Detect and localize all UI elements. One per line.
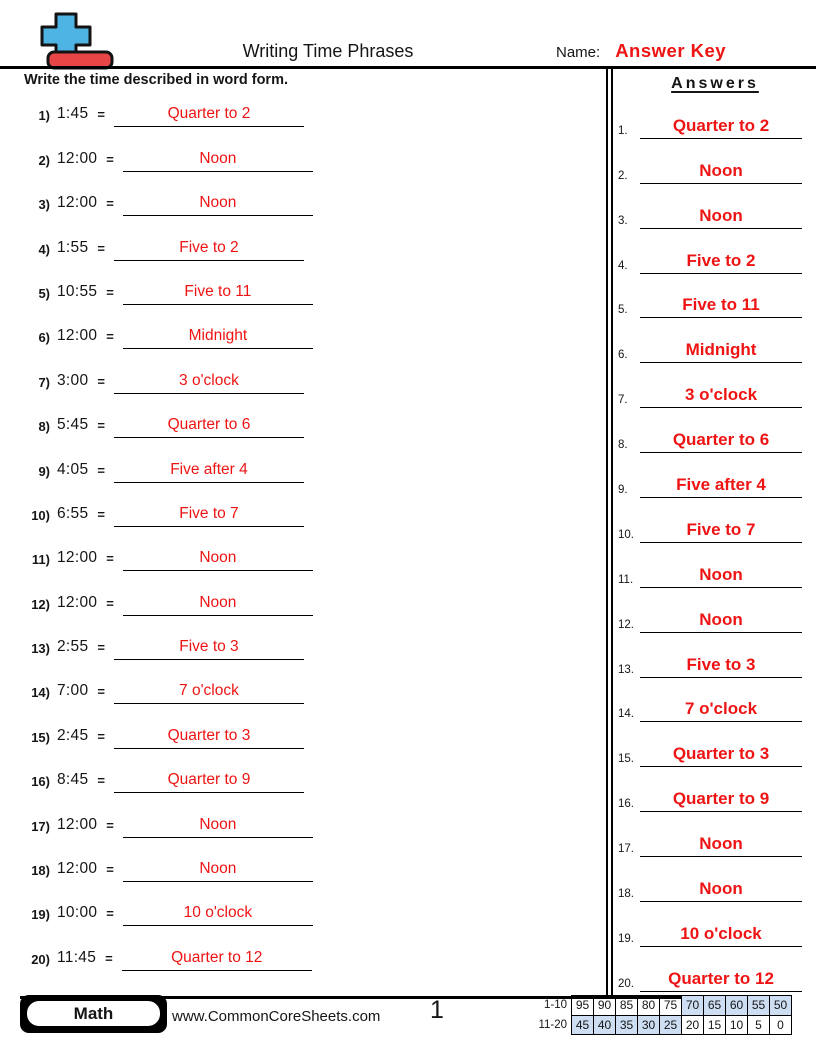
answer-line: Noon (640, 565, 802, 588)
score-cell: 15 (704, 1015, 726, 1035)
answer-row (614, 408, 816, 453)
problem-row (0, 140, 600, 184)
problem-number: 9) (38, 463, 50, 479)
equals-sign: = (106, 284, 114, 300)
answer-line: Five to 7 (640, 520, 802, 543)
problem-time: 12:00 (57, 149, 98, 167)
score-cell: 50 (770, 996, 792, 1016)
answer-key-label: Answer Key (615, 40, 727, 61)
problem-time: 2:45 (57, 726, 89, 744)
equals-sign: = (106, 595, 114, 611)
problem-row (0, 318, 600, 362)
problem-answer-line: Five to 11 (123, 283, 313, 305)
equals-sign: = (97, 506, 105, 522)
answer-line: Quarter to 9 (640, 789, 802, 812)
answer-number: 11. (618, 573, 634, 586)
score-range-label: 11-20 (538, 1018, 567, 1031)
problem-number: 6) (38, 330, 50, 346)
score-cell: 40 (594, 1015, 616, 1035)
problem-row (0, 584, 600, 628)
score-row (530, 1015, 792, 1035)
problem-answer-line: Five to 7 (114, 505, 304, 527)
score-cell: 25 (660, 1015, 682, 1035)
answer-line: Noon (640, 879, 802, 902)
problem-time: 10:55 (57, 282, 98, 300)
answer-number: 15. (618, 753, 634, 766)
problem-answer-line: Five to 3 (114, 638, 304, 660)
answer-number: 14. (618, 708, 634, 721)
problem-number: 15) (31, 729, 50, 745)
problem-number: 2) (38, 152, 50, 168)
equals-sign: = (97, 640, 105, 656)
score-cell: 30 (638, 1015, 660, 1035)
problem-time: 12:00 (57, 815, 98, 833)
answer-number: 19. (618, 932, 634, 945)
column-divider (606, 69, 613, 995)
answer-number: 6. (618, 349, 628, 362)
score-cell: 70 (682, 996, 704, 1016)
problem-row (0, 673, 600, 717)
problem-row (0, 629, 600, 673)
problem-number: 13) (31, 641, 50, 657)
answer-row (614, 722, 816, 767)
answer-row (614, 363, 816, 408)
answer-line: 7 o'clock (640, 699, 802, 722)
problem-number: 7) (38, 374, 50, 390)
problem-row (0, 274, 600, 318)
answer-row (614, 678, 816, 723)
problem-time: 4:05 (57, 460, 89, 478)
score-cell: 20 (682, 1015, 704, 1035)
name-label: Name: (556, 44, 601, 61)
problem-time: 11:45 (57, 948, 97, 966)
problem-answer-line: Quarter to 9 (114, 771, 304, 793)
equals-sign: = (106, 862, 114, 878)
equals-sign: = (97, 418, 105, 434)
answer-line: Noon (640, 610, 802, 633)
answer-row (614, 812, 816, 857)
answer-number: 10. (618, 528, 634, 541)
problem-row (0, 185, 600, 229)
problem-row (0, 496, 600, 540)
answer-number: 16. (618, 798, 634, 811)
name-block (556, 40, 726, 62)
problem-answer-line: Quarter to 12 (122, 949, 312, 971)
problem-number: 4) (38, 241, 50, 257)
answer-number: 20. (618, 977, 634, 990)
problem-number: 8) (38, 419, 50, 435)
problem-number: 10) (31, 507, 50, 523)
answer-line: Five to 11 (640, 295, 802, 318)
problem-answer-line: Quarter to 6 (114, 416, 304, 438)
answer-line: Five to 2 (640, 251, 802, 274)
answer-row (614, 633, 816, 678)
problem-row (0, 762, 600, 806)
answer-number: 7. (618, 394, 628, 407)
problem-number: 20) (31, 951, 50, 967)
answer-row (614, 947, 816, 992)
problem-number: 19) (31, 907, 50, 923)
score-cell: 10 (726, 1015, 748, 1035)
problem-answer-line: Noon (123, 816, 313, 838)
answer-row (614, 902, 816, 947)
answer-number: 9. (618, 484, 628, 497)
problem-row (0, 806, 600, 850)
problem-time: 7:00 (57, 682, 89, 700)
answer-row (614, 767, 816, 812)
problem-time: 12:00 (57, 327, 98, 345)
answer-number: 1. (618, 124, 628, 137)
website-text: www.CommonCoreSheets.com (172, 1008, 381, 1025)
problem-time: 1:45 (57, 105, 89, 123)
problem-answer-line: Quarter to 2 (114, 105, 304, 127)
answer-row (614, 857, 816, 902)
score-cell: 35 (616, 1015, 638, 1035)
score-cell: 0 (770, 1015, 792, 1035)
problem-row (0, 895, 600, 939)
page-number: 1 (430, 996, 444, 1024)
problem-row (0, 96, 600, 140)
problem-number: 1) (38, 108, 50, 124)
problem-time: 6:55 (57, 504, 89, 522)
problem-time: 12:00 (57, 549, 98, 567)
problem-answer-line: 10 o'clock (123, 904, 313, 926)
problem-answer-line: Midnight (123, 327, 313, 349)
problem-row (0, 229, 600, 273)
answer-line: Midnight (640, 340, 802, 363)
score-cell: 95 (572, 996, 594, 1016)
problem-number: 17) (31, 818, 50, 834)
answer-line: Quarter to 2 (640, 116, 802, 139)
score-cell: 90 (594, 996, 616, 1016)
answer-row (614, 94, 816, 139)
score-cell: 60 (726, 996, 748, 1016)
answer-list (614, 94, 816, 992)
score-cell: 55 (748, 996, 770, 1016)
score-cell: 75 (660, 996, 682, 1016)
problem-time: 1:55 (57, 238, 89, 256)
problem-number: 12) (31, 596, 50, 612)
equals-sign: = (106, 151, 114, 167)
answer-line: Noon (640, 834, 802, 857)
equals-sign: = (106, 196, 114, 212)
answer-line: Noon (640, 206, 802, 229)
problem-time: 10:00 (57, 904, 98, 922)
answer-line: 10 o'clock (640, 924, 802, 947)
score-table (530, 995, 792, 1035)
problem-row (0, 540, 600, 584)
answer-line: Five after 4 (640, 475, 802, 498)
answer-line: Quarter to 3 (640, 744, 802, 767)
answer-number: 4. (618, 259, 628, 272)
problem-number: 18) (31, 863, 50, 879)
page-title: Writing Time Phrases (242, 41, 414, 61)
answer-line: Noon (640, 161, 802, 184)
equals-sign: = (105, 950, 113, 966)
equals-sign: = (97, 240, 105, 256)
score-cell: 45 (572, 1015, 594, 1035)
equals-sign: = (106, 906, 114, 922)
problem-answer-line: Noon (123, 860, 313, 882)
answer-row (614, 498, 816, 543)
score-cell: 65 (704, 996, 726, 1016)
score-cell: 80 (638, 996, 660, 1016)
problem-number: 14) (31, 685, 50, 701)
problem-answer-line: Quarter to 3 (114, 727, 304, 749)
answer-line: Five to 3 (640, 655, 802, 678)
score-range-label: 1-10 (543, 999, 567, 1012)
problem-answer-line: Noon (123, 549, 313, 571)
problem-row (0, 362, 600, 406)
instructions-text: Write the time described in word form. (24, 72, 288, 88)
problem-time: 5:45 (57, 416, 89, 434)
answer-line: Quarter to 6 (640, 430, 802, 453)
problem-time: 12:00 (57, 860, 98, 878)
problem-time: 2:55 (57, 638, 89, 656)
problem-answer-line: Noon (123, 150, 313, 172)
answer-row (614, 543, 816, 588)
problem-number: 5) (38, 285, 50, 301)
problem-time: 3:00 (57, 371, 89, 389)
answer-line: 3 o'clock (640, 385, 802, 408)
problem-time: 12:00 (57, 194, 98, 212)
problem-number: 11) (31, 552, 50, 568)
answer-number: 17. (618, 843, 634, 856)
answer-row (614, 229, 816, 274)
answer-row (614, 274, 816, 319)
answer-row (614, 318, 816, 363)
answer-row (614, 139, 816, 184)
answer-row (614, 588, 816, 633)
answer-row (614, 453, 816, 498)
subject-badge (20, 995, 167, 1033)
problem-answer-line: 7 o'clock (114, 682, 304, 704)
answers-panel (614, 69, 816, 990)
answer-line: Quarter to 12 (640, 969, 802, 992)
problem-answer-line: 3 o'clock (114, 372, 304, 394)
subject-badge-label: Math (25, 999, 162, 1028)
problem-row (0, 451, 600, 495)
equals-sign: = (97, 684, 105, 700)
equals-sign: = (97, 373, 105, 389)
answers-title: Answers (671, 75, 759, 92)
equals-sign: = (106, 329, 114, 345)
score-row (530, 996, 792, 1016)
problem-row (0, 407, 600, 451)
answer-number: 2. (618, 169, 628, 182)
equals-sign: = (97, 462, 105, 478)
problem-list (0, 96, 600, 984)
score-cell: 85 (616, 996, 638, 1016)
problem-row (0, 851, 600, 895)
answer-number: 5. (618, 304, 628, 317)
equals-sign: = (106, 551, 114, 567)
problem-row (0, 717, 600, 761)
equals-sign: = (106, 817, 114, 833)
answer-number: 18. (618, 888, 634, 901)
score-cell: 5 (748, 1015, 770, 1035)
answer-number: 13. (618, 663, 634, 676)
problem-row (0, 939, 600, 983)
problem-answer-line: Noon (123, 194, 313, 216)
problem-answer-line: Five to 2 (114, 239, 304, 261)
equals-sign: = (97, 107, 105, 123)
answer-number: 12. (618, 618, 634, 631)
problem-number: 16) (31, 774, 50, 790)
equals-sign: = (97, 728, 105, 744)
answer-number: 8. (618, 439, 628, 452)
equals-sign: = (97, 773, 105, 789)
problem-answer-line: Five after 4 (114, 461, 304, 483)
problem-time: 12:00 (57, 593, 98, 611)
problem-time: 8:45 (57, 771, 89, 789)
answer-row (614, 184, 816, 229)
problem-answer-line: Noon (123, 594, 313, 616)
problem-number: 3) (38, 197, 50, 213)
answer-number: 3. (618, 214, 628, 227)
